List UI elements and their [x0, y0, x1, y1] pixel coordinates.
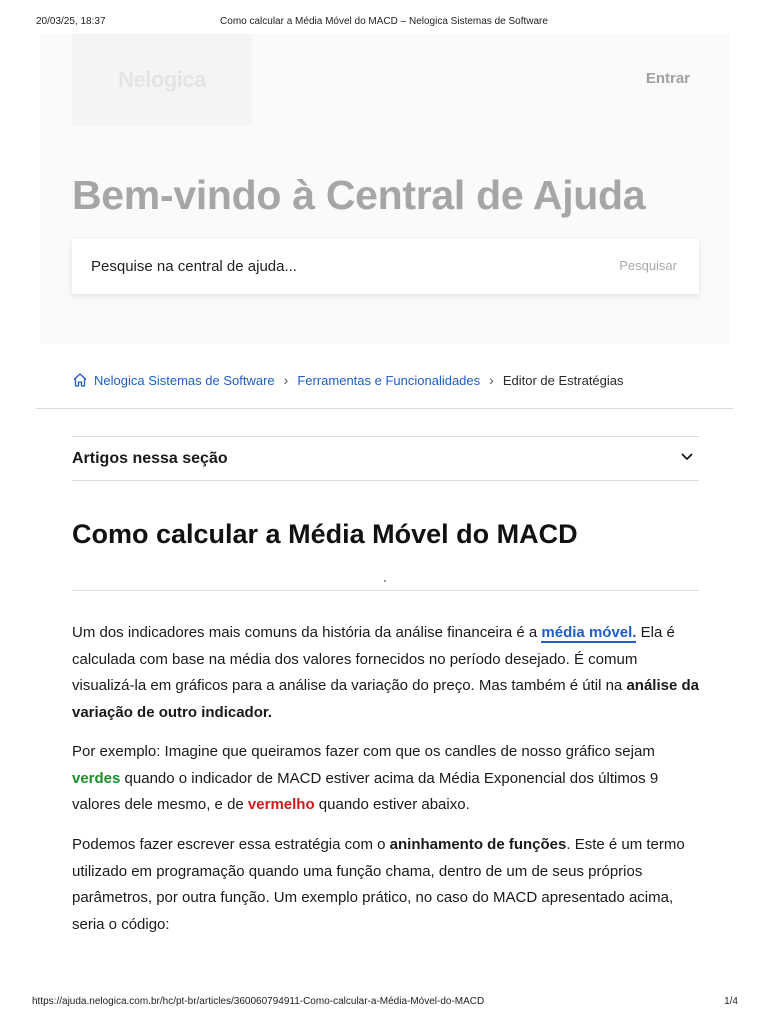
- hero-title: Bem-vindo à Central de Ajuda: [72, 172, 646, 218]
- print-datetime: 20/03/25, 18:37: [36, 16, 106, 27]
- search-box: [72, 239, 699, 294]
- breadcrumb-item-current[interactable]: Editor de Estratégias: [502, 372, 624, 388]
- paragraph-bold-text: aninhamento de funções: [389, 836, 567, 853]
- chevron-right-icon: ›: [283, 372, 289, 388]
- paragraph-text: Um dos indicadores mais comuns da história da análise financeira é a: [72, 624, 542, 641]
- divider: [72, 590, 699, 591]
- chevron-down-icon: [681, 451, 693, 463]
- section-toggle-label: Artigos nessa seção: [72, 450, 228, 467]
- breadcrumb-item-category[interactable]: Ferramentas e Funcionalidades: [297, 372, 481, 388]
- signin-link[interactable]: Entrar: [645, 70, 690, 87]
- divider: [36, 408, 733, 409]
- logo[interactable]: [72, 34, 252, 126]
- paragraph-text: quando o indicador de MACD estiver acima da Média Exponencial dos últimos 9 valores dele mesmo, e de: [72, 769, 659, 813]
- green-text: verdes: [72, 769, 121, 787]
- breadcrumb-item-home[interactable]: Nelogica Sistemas de Software: [94, 372, 275, 388]
- decorative-dot: [384, 580, 386, 582]
- print-footer: [0, 996, 768, 1010]
- moving-average-link[interactable]: média móvel.: [541, 624, 637, 641]
- breadcrumb: [72, 371, 624, 389]
- article-paragraph-1: [72, 620, 702, 726]
- search-button[interactable]: Pesquisar: [619, 258, 677, 273]
- print-header: [0, 16, 768, 32]
- paragraph-bold-text: análise da variação de outro indicador.: [72, 677, 699, 721]
- hero-section: [40, 34, 730, 344]
- paragraph-text: Podemos fazer escrever essa estratégia com o: [72, 836, 390, 853]
- article-title: Como calcular a Média Móvel do MACD: [72, 519, 578, 549]
- articles-in-section-toggle[interactable]: [72, 436, 699, 481]
- paragraph-text: Por exemplo: Imagine que queiramos fazer com que os candles de nosso gráfico sejam: [72, 743, 655, 760]
- search-input[interactable]: [72, 239, 571, 294]
- article-paragraph-3: [72, 832, 702, 938]
- article-paragraph-2: [72, 739, 702, 819]
- print-url: https://ajuda.nelogica.com.br/hc/pt-br/articles/360060794911-Como-calcular-a-Média-Móvel-do-MACD: [32, 996, 485, 1007]
- paragraph-text: quando estiver abaixo.: [314, 796, 470, 813]
- print-document-title: Como calcular a Média Móvel do MACD – Nelogica Sistemas de Software: [220, 16, 548, 27]
- paragraph-text: Ela é calculada com base na média dos valores fornecidos no período desejado. É comum visualizá-la em gráficos para a análise da variação do preço. Mas também é útil na: [72, 624, 675, 694]
- red-text: vermelho: [247, 796, 315, 813]
- chevron-right-icon: ›: [489, 372, 494, 388]
- print-page-number: 1/4: [724, 996, 738, 1007]
- home-icon: [72, 372, 88, 388]
- logo-text: Nelogica: [118, 67, 206, 92]
- paragraph-text: . Este é um termo utilizado em programação quando uma função chama, dentro de um de seus próprios parâmetros, por outra função. Um exemplo prático, no caso do MACD apresentado acima, seria o código:: [72, 836, 685, 933]
